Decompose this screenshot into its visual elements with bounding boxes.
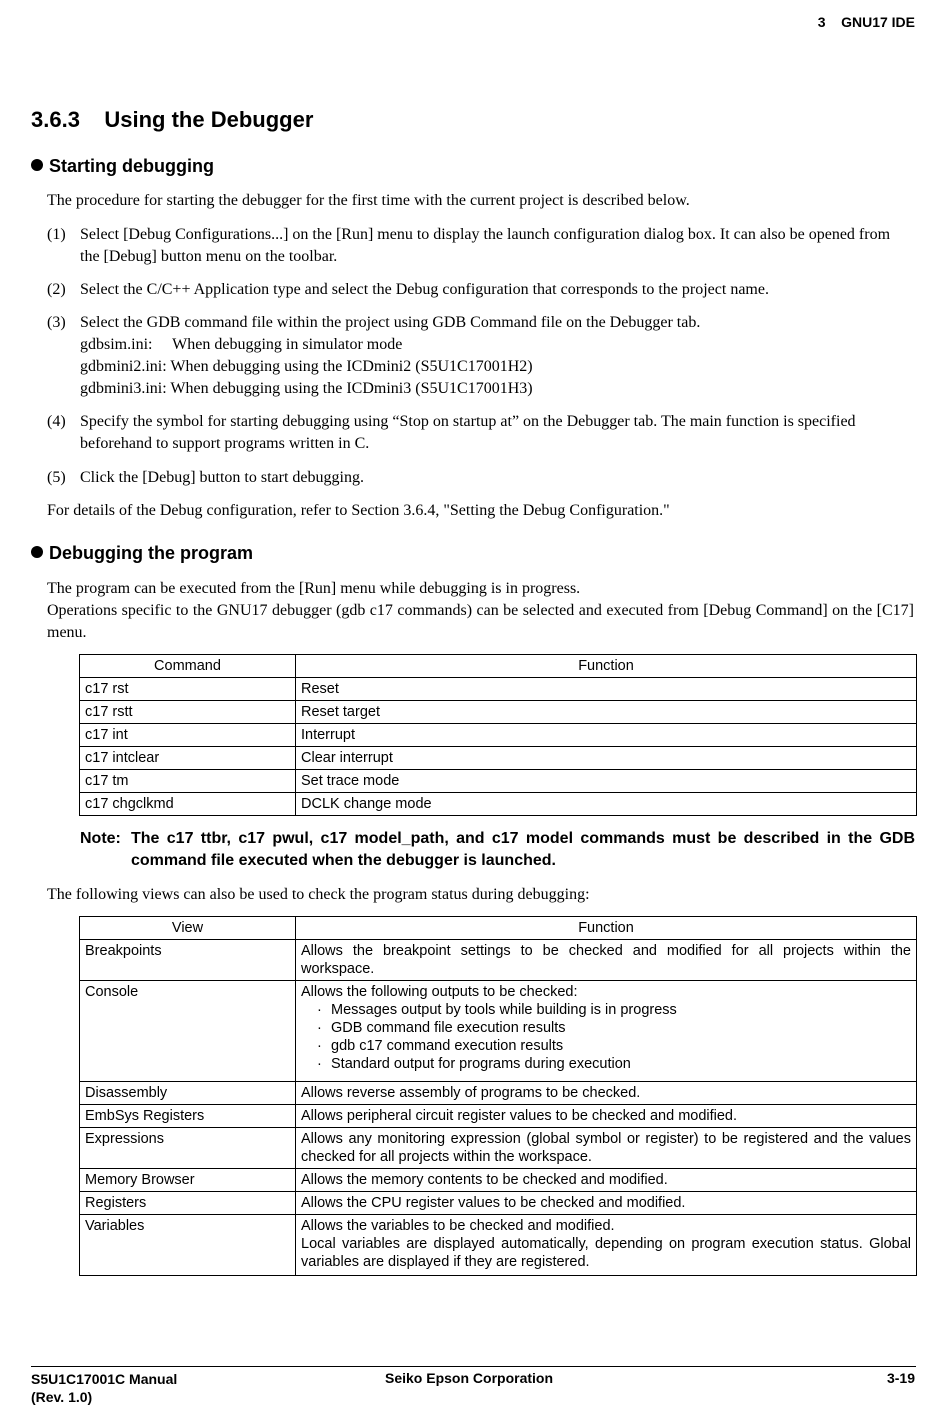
heading-text: Debugging the program	[49, 543, 253, 563]
table-header-row	[80, 917, 917, 940]
intro-paragraph: The procedure for starting the debugger for the first time with the current project is described below.	[47, 192, 690, 209]
step-number: (1)	[47, 226, 66, 243]
view-cell: Expressions	[80, 1128, 296, 1169]
footer-manual-id	[31, 1370, 177, 1406]
function-cell: DCLK change mode	[296, 793, 917, 816]
view-table-wrap	[79, 916, 917, 1276]
step-text: Select [Debug Configurations...] on the [Run] menu to display the launch configuration dialog box. It can also be opened from the [Debug] button menu on the toolbar.	[80, 226, 891, 265]
table-row	[80, 981, 917, 1082]
variables-line-2: Local variables are displayed automatically, depending on program execution status. Global variables are displayed if they are registered.	[301, 1236, 911, 1270]
debug-paragraph	[47, 578, 914, 644]
note-text: The c17 ttbr, c17 pwul, c17 model_path, and c17 model commands must be described in the GDB command file executed when the debugger is launched.	[131, 830, 915, 869]
gdb-file-line: gdbmini2.ini: When debugging using the ICDmini2 (S5U1C17001H2)	[80, 358, 533, 375]
step-text: Select the GDB command file within the project using GDB Command file on the Debugger tab.	[80, 314, 701, 331]
command-table	[79, 654, 917, 816]
heading-text: Starting debugging	[49, 156, 214, 176]
list-item: · gdb c17 command execution results	[315, 1037, 911, 1055]
command-cell: c17 rstt	[80, 701, 296, 724]
function-cell: Allows reverse assembly of programs to be checked.	[296, 1082, 917, 1105]
table-header-cell: Command	[80, 655, 296, 678]
command-cell: c17 int	[80, 724, 296, 747]
view-cell: Disassembly	[80, 1082, 296, 1105]
table-row	[80, 770, 917, 793]
view-cell: Console	[80, 981, 296, 1082]
note	[80, 828, 915, 872]
step-number: (4)	[47, 413, 66, 430]
view-cell: Memory Browser	[80, 1169, 296, 1192]
function-cell: Allows the memory contents to be checked and modified.	[296, 1169, 917, 1192]
list-item: · Messages output by tools while building is in progress	[315, 1001, 911, 1019]
gdb-file-line: gdbsim.ini: When debugging in simulator mode	[80, 336, 403, 353]
command-cell: c17 rst	[80, 678, 296, 701]
function-cell	[296, 1215, 917, 1276]
table-row	[80, 1128, 917, 1169]
command-cell: c17 chgclkmd	[80, 793, 296, 816]
command-cell: c17 tm	[80, 770, 296, 793]
function-cell: Reset target	[296, 701, 917, 724]
table-row	[80, 1169, 917, 1192]
footer-page-number: 3-19	[886, 1370, 915, 1386]
heading-debugging-program	[31, 543, 253, 564]
footer-rule	[31, 1366, 916, 1367]
step-number: (5)	[47, 469, 66, 486]
table-header-cell: Function	[296, 655, 917, 678]
step-4	[47, 411, 902, 455]
list-item: · Standard output for programs during execution	[315, 1055, 911, 1073]
table-row	[80, 724, 917, 747]
heading-starting-debugging	[31, 156, 214, 177]
table-row	[80, 747, 917, 770]
view-table	[79, 916, 917, 1276]
details-paragraph: For details of the Debug configuration, refer to Section 3.6.4, "Setting the Debug Configuration."	[47, 502, 670, 519]
console-intro: Allows the following outputs to be checked:	[301, 984, 578, 1000]
table-row	[80, 1215, 917, 1276]
note-label: Note:	[80, 830, 121, 847]
view-cell: Registers	[80, 1192, 296, 1215]
function-cell: Clear interrupt	[296, 747, 917, 770]
table-row	[80, 701, 917, 724]
command-cell: c17 intclear	[80, 747, 296, 770]
table-row	[80, 1105, 917, 1128]
function-cell: Allows peripheral circuit register values to be checked and modified.	[296, 1105, 917, 1128]
table-header-cell: View	[80, 917, 296, 940]
function-cell	[296, 981, 917, 1082]
step-2	[47, 279, 902, 301]
list-item: · GDB command file execution results	[315, 1019, 911, 1037]
running-head: 3 GNU17 IDE	[817, 14, 915, 30]
table-row	[80, 1192, 917, 1215]
gdb-file-line: gdbmini3.ini: When debugging using the ICDmini3 (S5U1C17001H3)	[80, 380, 533, 397]
footer-company: Seiko Epson Corporation	[385, 1370, 554, 1386]
function-cell: Allows the breakpoint settings to be checked and modified for all projects within the workspace.	[296, 940, 917, 981]
step-5	[47, 467, 902, 489]
function-cell: Interrupt	[296, 724, 917, 747]
table-header-row	[80, 655, 917, 678]
step-text: Click the [Debug] button to start debugging.	[80, 469, 364, 486]
step-1	[47, 224, 902, 268]
variables-line-1: Allows the variables to be checked and modified.	[301, 1218, 615, 1234]
step-3	[47, 312, 902, 400]
command-table-wrap	[79, 654, 917, 816]
debug-para-1: The program can be executed from the [Run] menu while debugging is in progress.	[47, 580, 581, 597]
footer-revision: (Rev. 1.0)	[31, 1389, 93, 1405]
table-row	[80, 678, 917, 701]
step-number: (2)	[47, 281, 66, 298]
bullet-icon	[31, 159, 43, 171]
step-text: Specify the symbol for starting debugging using “Stop on startup at” on the Debugger tab. The main function is specified beforehand to support programs written in C.	[80, 413, 856, 452]
step-text: Select the C/C++ Application type and select the Debug configuration that corresponds to the project name.	[80, 281, 769, 298]
debug-para-2: Operations specific to the GNU17 debugger (gdb c17 commands) can be selected and executed from [Debug Command] on the [C17] menu.	[47, 602, 914, 641]
function-cell: Reset	[296, 678, 917, 701]
table-header-cell: Function	[296, 917, 917, 940]
views-intro: The following views can also be used to check the program status during debugging:	[47, 886, 590, 903]
function-cell: Allows the CPU register values to be checked and modified.	[296, 1192, 917, 1215]
table-row	[80, 940, 917, 981]
footer-manual-name: S5U1C17001C Manual	[31, 1371, 178, 1387]
step-number: (3)	[47, 314, 66, 331]
table-row	[80, 793, 917, 816]
function-cell: Allows any monitoring expression (global symbol or register) to be registered and the values checked for all projects within the workspace.	[296, 1128, 917, 1169]
view-cell: Variables	[80, 1215, 296, 1276]
table-row	[80, 1082, 917, 1105]
console-list	[315, 1001, 911, 1073]
function-cell: Set trace mode	[296, 770, 917, 793]
view-cell: EmbSys Registers	[80, 1105, 296, 1128]
section-title: 3.6.3 Using the Debugger	[31, 107, 314, 132]
bullet-icon	[31, 546, 43, 558]
view-cell: Breakpoints	[80, 940, 296, 981]
